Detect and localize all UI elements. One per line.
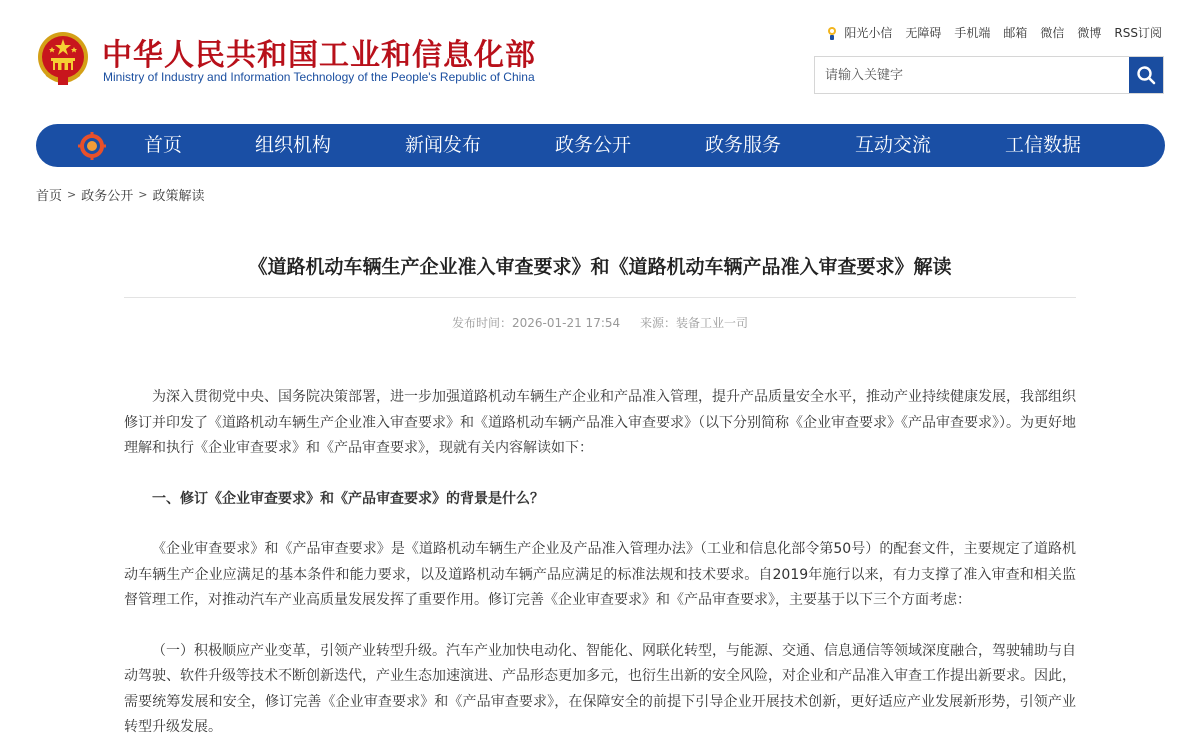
chevron-right-icon: > (138, 188, 148, 201)
sun-icon (825, 25, 839, 41)
top-link-wechat[interactable]: 微信 (1040, 26, 1065, 40)
top-link-sunshine[interactable] (825, 24, 892, 41)
publish-time: 发布时间：2026-01-21 17:54 (452, 316, 621, 330)
breadcrumb-home[interactable]: 首页 (36, 189, 63, 204)
top-link-mobile[interactable]: 手机端 (954, 26, 991, 40)
nav-item-interaction[interactable]: 互动交流 (855, 134, 932, 156)
site-subtitle-en: Ministry of Industry and Information Technology of the People's Republic of China (103, 70, 535, 84)
paragraph-background: 《企业审查要求》和《产品审查要求》是《道路机动车辆生产企业及产品准入管理办法》（工业和信息化部令第50号）的配套文件，主要规定了道路机动车辆生产企业应满足的基本条件和能力要求，以及道路机动车辆产品应满足的标准法规和技术要求。自2019年施行以来，有力支撑了准入审查和相关监督管理工作，对推动汽车产业高质量发展发挥了重要作用。修订完善《企业审查要求》和《产品审查要求》，主要基于以下三个方面考虑： (124, 541, 1076, 608)
article-source: 来源：装备工业一司 (639, 316, 748, 330)
breadcrumb (36, 185, 204, 204)
breadcrumb-gov-affairs[interactable]: 政务公开 (81, 189, 134, 204)
article-body (124, 385, 1076, 741)
main-nav (36, 124, 1165, 167)
site-header (0, 0, 1200, 120)
miit-logo-icon[interactable] (78, 132, 106, 160)
search-button[interactable] (1129, 57, 1163, 93)
article-title: 《道路机动车辆生产企业准入审查要求》和《道路机动车辆产品准入审查要求》解读 (248, 256, 952, 278)
paragraph-point-one: （一）积极顺应产业变革，引领产业转型升级。汽车产业加快电动化、智能化、网联化转型，与能源、交通、信息通信等领域深度融合，驾驶辅助与自动驾驶、软件升级等技术不断创新迭代，产业生态加速演进、产品形态更加多元，也衍生出新的安全风险，对企业和产品准入审查工作提出新要求。因此，需要统筹发展和安全，修订完善《企业审查要求》和《产品审查要求》，在保障安全的前提下引导企业开展技术创新，更好适应产业发展新形势，引领产业转型升级发展。 (124, 642, 1076, 735)
search-box (814, 56, 1164, 94)
nav-item-home[interactable]: 首页 (144, 134, 183, 156)
nav-item-data[interactable]: 工信数据 (1005, 134, 1082, 156)
breadcrumb-policy-interpretation[interactable]: 政策解读 (152, 189, 205, 204)
top-link-rss[interactable]: RSS订阅 (1114, 26, 1162, 40)
top-link-accessibility[interactable]: 无障碍 (905, 26, 942, 40)
article-meta (0, 314, 1200, 331)
chevron-right-icon: > (67, 188, 77, 201)
top-link-weibo[interactable]: 微博 (1077, 26, 1102, 40)
national-emblem-icon[interactable] (36, 30, 90, 88)
nav-item-news[interactable]: 新闻发布 (405, 134, 482, 156)
top-links (812, 24, 1162, 41)
top-link-mail[interactable]: 邮箱 (1003, 26, 1028, 40)
search-input[interactable] (815, 57, 1129, 93)
title-divider (124, 297, 1076, 298)
search-icon (1136, 65, 1156, 85)
section-heading: 一、修订《企业审查要求》和《产品审查要求》的背景是什么？ (152, 490, 544, 507)
top-link-label: 阳光小信 (844, 26, 893, 40)
paragraph-intro: 为深入贯彻党中央、国务院决策部署，进一步加强道路机动车辆生产企业和产品准入管理，提升产品质量安全水平，推动产业持续健康发展，我部组织修订并印发了《道路机动车辆生产企业准入审查要求》和《道路机动车辆产品准入审查要求》（以下分别简称《企业审查要求》《产品审查要求》）。为更好地理解和执行《企业审查要求》和《产品审查要求》，现就有关内容解读如下： (124, 389, 1076, 456)
nav-item-gov-affairs[interactable]: 政务公开 (555, 134, 632, 156)
site-title[interactable]: 中华人民共和国工业和信息化部 (102, 38, 536, 73)
nav-item-gov-services[interactable]: 政务服务 (705, 134, 782, 156)
nav-item-organization[interactable]: 组织机构 (255, 134, 332, 156)
